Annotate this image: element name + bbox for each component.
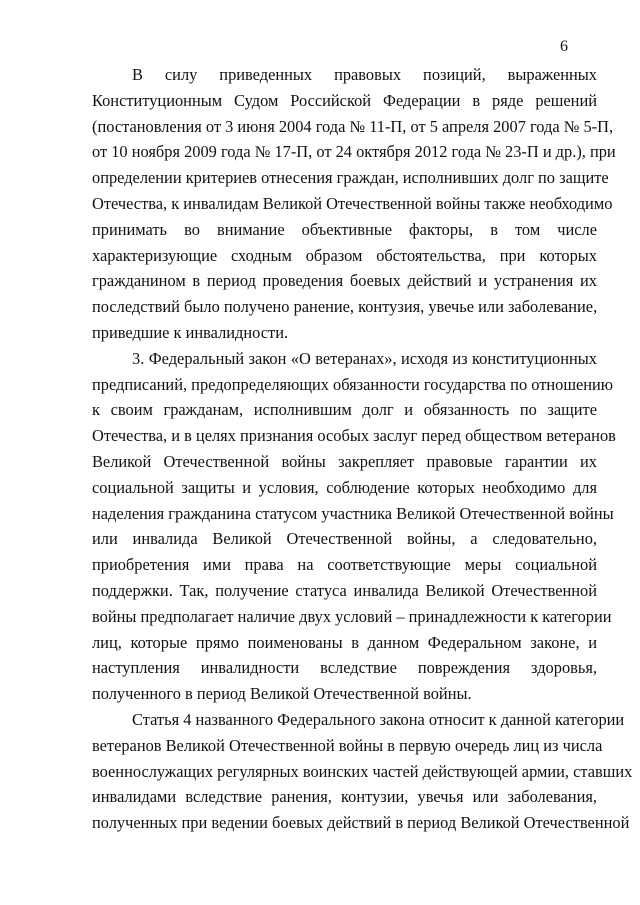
text-line: принимать во внимание объективные факторы, в том числе [92,219,597,239]
paragraph-veterans-law [92,346,616,707]
text-line: характеризующие сходным образом обстоятельства, при которых [92,245,597,265]
text-line: к своим гражданам, исполнившим долг и обязанность по защите [92,400,597,420]
text-line: приведшие к инвалидности. [92,322,289,342]
paragraph-article-4 [92,707,633,836]
text-line: В силу приведенных правовых позиций, выраженных [132,65,597,84]
text-line: наделения гражданина статусом участника Великой Отечественной войны [92,503,614,523]
text-line: Отечества, и в целях признания особых заслуг перед обществом ветеранов [92,426,616,446]
text-line: последствий было получено ранение, контузия, увечье или заболевание, [92,297,598,317]
text-line: социальной защиты и условия, соблюдение которых необходимо для [92,477,597,497]
text-line: войны предполагает наличие двух условий – принадлежности к категории [92,606,612,626]
text-line: военнослужащих регулярных воинских частей действующей армии, ставших [92,761,633,781]
text-line: полученного в период Великой Отечественной войны. [92,684,472,704]
text-line: приобретения ими права на соответствующие меры социальной [92,555,597,575]
text-line: или инвалида Великой Отечественной войны, а следовательно, [92,529,597,549]
text-line: Великой Отечественной войны закрепляет правовые гарантии их [92,451,597,471]
page-number: 6 [560,38,568,55]
text-line: полученных при ведении боевых действий в период Великой Отечественной [92,813,630,833]
text-line: предписаний, предопределяющих обязанности государства по отношению [92,374,614,394]
paragraph-legal-positions [92,62,616,346]
text-line: 3. Федеральный закон «О ветеранах», исходя из конституционных [132,348,597,368]
text-line: гражданином в период проведения боевых действий и устранения их [92,271,597,291]
text-line: Отечества, к инвалидам Великой Отечественной войны также необходимо [92,193,613,213]
text-line: (постановления от 3 июня 2004 года № 11-П, от 5 апреля 2007 года № 5-П, [92,116,614,136]
text-line: инвалидами вследствие ранения, контузии, увечья или заболевания, [92,787,597,807]
text-line: лиц, которые прямо поименованы в данном Федеральном законе, и [92,632,597,652]
document-body [92,62,633,836]
text-line: Конституционным Судом Российской Федерации в ряде решений [92,90,597,110]
text-line: определении критериев отнесения граждан, исполнивших долг по защите [92,168,609,188]
text-line: поддержки. Так, получение статуса инвалида Великой Отечественной [92,580,597,600]
text-line: наступления инвалидности вследствие повреждения здоровья, [92,658,597,678]
text-line: ветеранов Великой Отечественной войны в первую очередь лиц из числа [92,735,603,755]
text-line: Статья 4 названного Федерального закона относит к данной категории [132,709,625,729]
text-line: от 10 ноября 2009 года № 17-П, от 24 октября 2012 года № 23-П и др.), при [92,142,616,162]
